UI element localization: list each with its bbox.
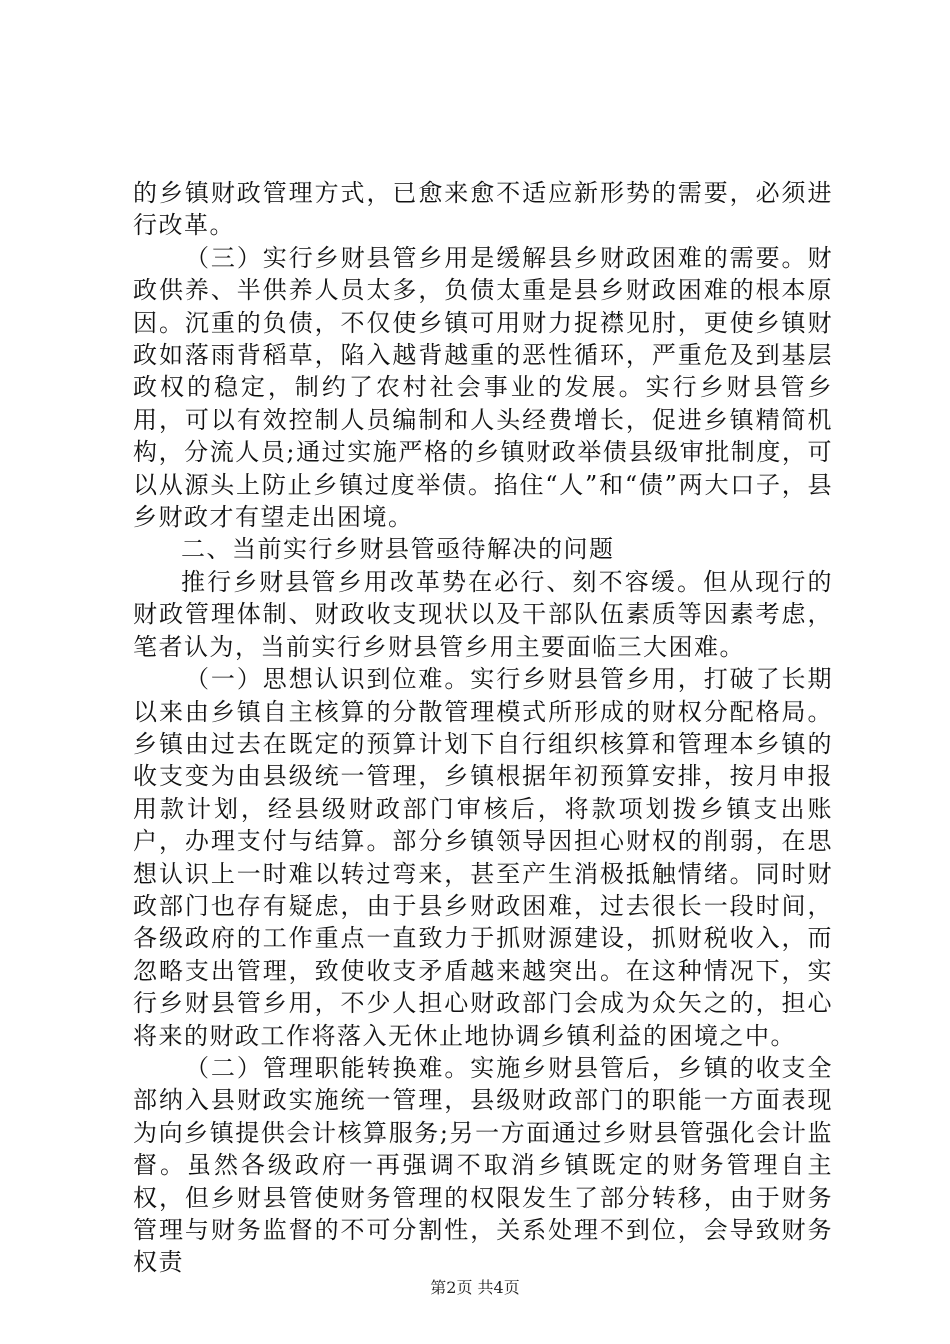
page-footer	[0, 1278, 950, 1298]
paragraph-subsection-one: （一）思想认识到位难。实行乡财县管乡用，打破了长期以来由乡镇自主核算的分散管理模式所形成的财权分配格局。乡镇由过去在既定的预算计划下自行组织核算和管理本乡镇的收支变为由县级统一管理，乡镇根据年初预算安排，按月申报用款计划，经县级财政部门审核后，将款项划拨乡镇支出账户，办理支付与结算。部分乡镇领导因担心财权的削弱，在思想认识上一时难以转过弯来，甚至产生消极抵触情绪。同时财政部门也存有疑虑，由于县乡财政困难，过去很长一段时间，各级政府的工作重点一直致力于抓财源建设，抓财税收入，而忽略支出管理，致使收支矛盾越来越突出。在这种情况下，实行乡财县管乡用，不少人担心财政部门会成为众矢之的，担心将来的财政工作将落入无休止地协调乡镇利益的困境之中。	[133, 665, 833, 1050]
paragraph-subsection-two: （二）管理职能转换难。实施乡财县管后，乡镇的收支全部纳入县财政实施统一管理，县级财政部门的职能一方面表现为向乡镇提供会计核算服务;另一方面通过乡财县管强化会计监督。虽然各级政府一再强调不取消乡镇既定的财务管理自主权，但乡财县管使财务管理的权限发生了部分转移，由于财务管理与财务监督的不可分割性，关系处理不到位，会导致财务权责	[133, 1053, 833, 1277]
paragraph-intro: 推行乡财县管乡用改革势在必行、刻不容缓。但从现行的财政管理体制、财政收支现状以及干部队伍素质等因素考虑，笔者认为，当前实行乡财县管乡用主要面临三大困难。	[133, 567, 833, 661]
section-heading-two: 二、当前实行乡财县管亟待解决的问题	[181, 535, 615, 564]
paragraph-section-three: （三）实行乡财县管乡用是缓解县乡财政困难的需要。财政供养、半供养人员太多，负债太重是县乡财政困难的根本原因。沉重的负债，不仅使乡镇可用财力捉襟见肘，更使乡镇财政如落雨背稻草，陷入越背越重的恶性循环，严重危及到基层政权的稳定，制约了农村社会事业的发展。实行乡财县管乡用，可以有效控制人员编制和人头经费增长，促进乡镇精简机构，分流人员;通过实施严格的乡镇财政举债县级审批制度，可以从源头上防止乡镇过度举债。掐住“人”和“债”两大口子，县乡财政才有望走出困境。	[133, 243, 833, 532]
document-body	[133, 177, 833, 1279]
page-number: 第2页 共4页	[430, 1278, 520, 1297]
paragraph-continuation: 的乡镇财政管理方式，已愈来愈不适应新形势的需要，必须进行改革。	[133, 179, 833, 240]
